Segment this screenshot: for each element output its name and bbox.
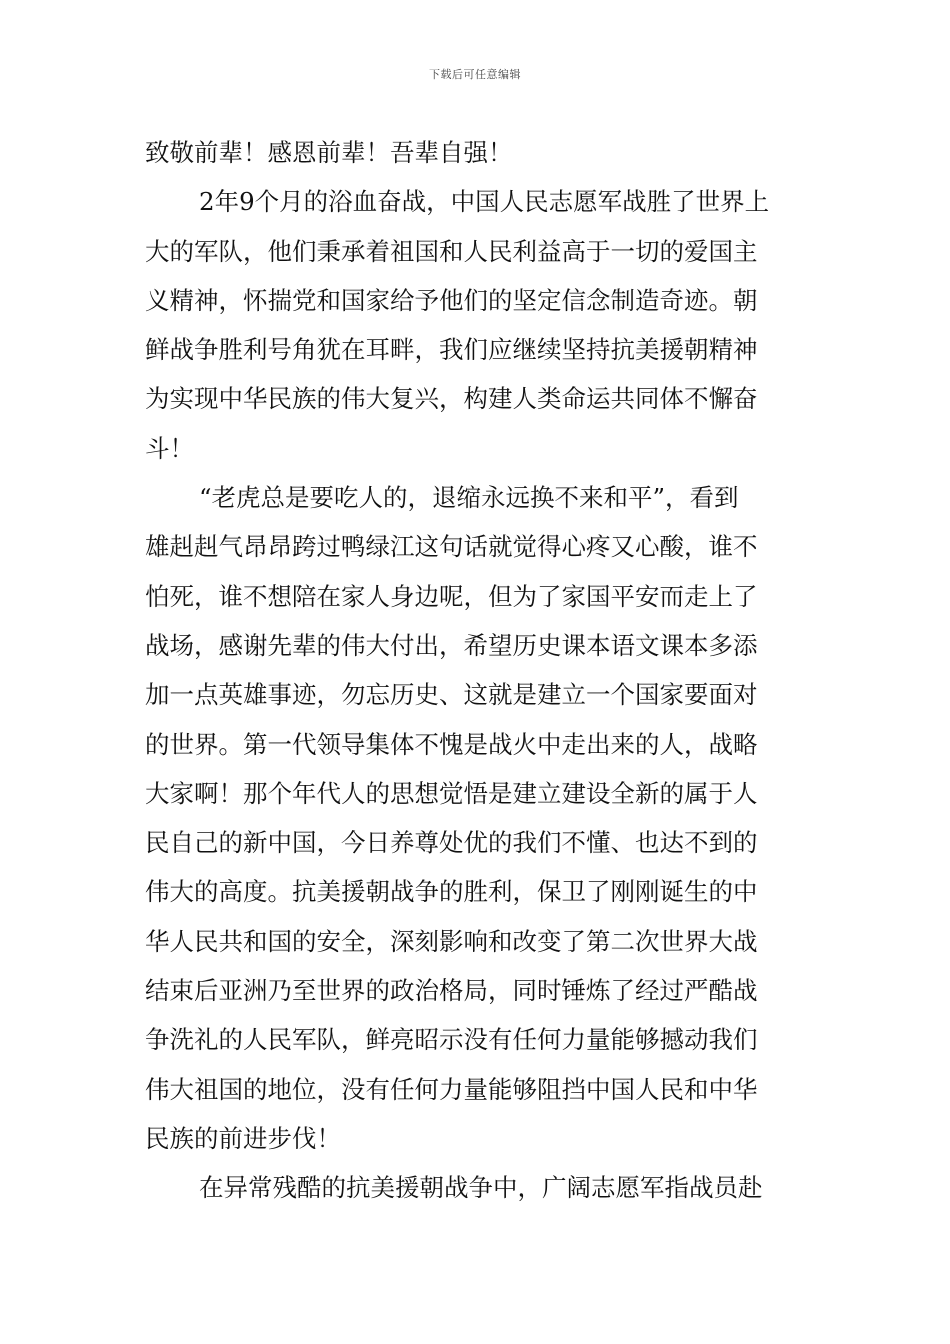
text-line: 大的军队，他们秉承着祖国和人民利益高于一切的爱国主 <box>145 236 758 266</box>
paragraph-start-line: 2年9个月的浴血奋战，中国人民志愿军战胜了世界上 <box>199 187 770 217</box>
text-line: 雄赳赳气昂昂跨过鸭绿江这句话就觉得心疼又心酸，谁不 <box>145 532 758 562</box>
paragraph-start-line: 在异常残酷的抗美援朝战争中，广阔志愿军指战员赴 <box>199 1173 763 1203</box>
text-line: 结束后亚洲乃至世界的政治格局，同时锤炼了经过严酷战 <box>145 976 758 1006</box>
text-line: 鲜战争胜利号角犹在耳畔，我们应继续坚持抗美援朝精神 <box>145 335 758 365</box>
text-line: 伟大的高度。抗美援朝战争的胜利，保卫了刚刚诞生的中 <box>145 877 758 907</box>
text-line: 民自己的新中国，今日养尊处优的我们不懂、也达不到的 <box>145 828 758 858</box>
text-line: 大家啊！那个年代人的思想觉悟是建立建设全新的属于人 <box>145 778 758 808</box>
document-body <box>145 128 815 1213</box>
text-line: 怕死，谁不想陪在家人身边呢，但为了家国平安而走上了 <box>145 581 758 611</box>
text-line: 华人民共和国的安全，深刻影响和改变了第二次世界大战 <box>145 926 758 956</box>
text-line: 义精神，怀揣党和国家给予他们的坚定信念制造奇迹。朝 <box>145 285 758 315</box>
text-line: 加一点英雄事迹，勿忘历史、这就是建立一个国家要面对 <box>145 680 758 710</box>
paragraph-start-line: “老虎总是要吃人的，退缩永远换不来和平”，看到 <box>199 483 739 513</box>
text-line: 战场，感谢先辈的伟大付出，希望历史课本语文课本多添 <box>145 630 758 660</box>
text-line: 民族的前进步伐！ <box>145 1123 341 1153</box>
text-line: 斗！ <box>145 433 194 463</box>
text-line: 伟大祖国的地位，没有任何力量能够阻挡中国人民和中华 <box>145 1074 758 1104</box>
text-line: 致敬前辈！感恩前辈！吾辈自强！ <box>145 138 513 167</box>
text-line: 的世界。第一代领导集体不愧是战火中走出来的人，战略 <box>145 729 758 759</box>
text-line: 争洗礼的人民军队，鲜亮昭示没有任何力量能够撼动我们 <box>145 1025 758 1055</box>
text-line: 为实现中华民族的伟大复兴，构建人类命运共同体不懈奋 <box>145 384 758 414</box>
page-header-note: 下载后可任意编辑 <box>429 68 521 81</box>
